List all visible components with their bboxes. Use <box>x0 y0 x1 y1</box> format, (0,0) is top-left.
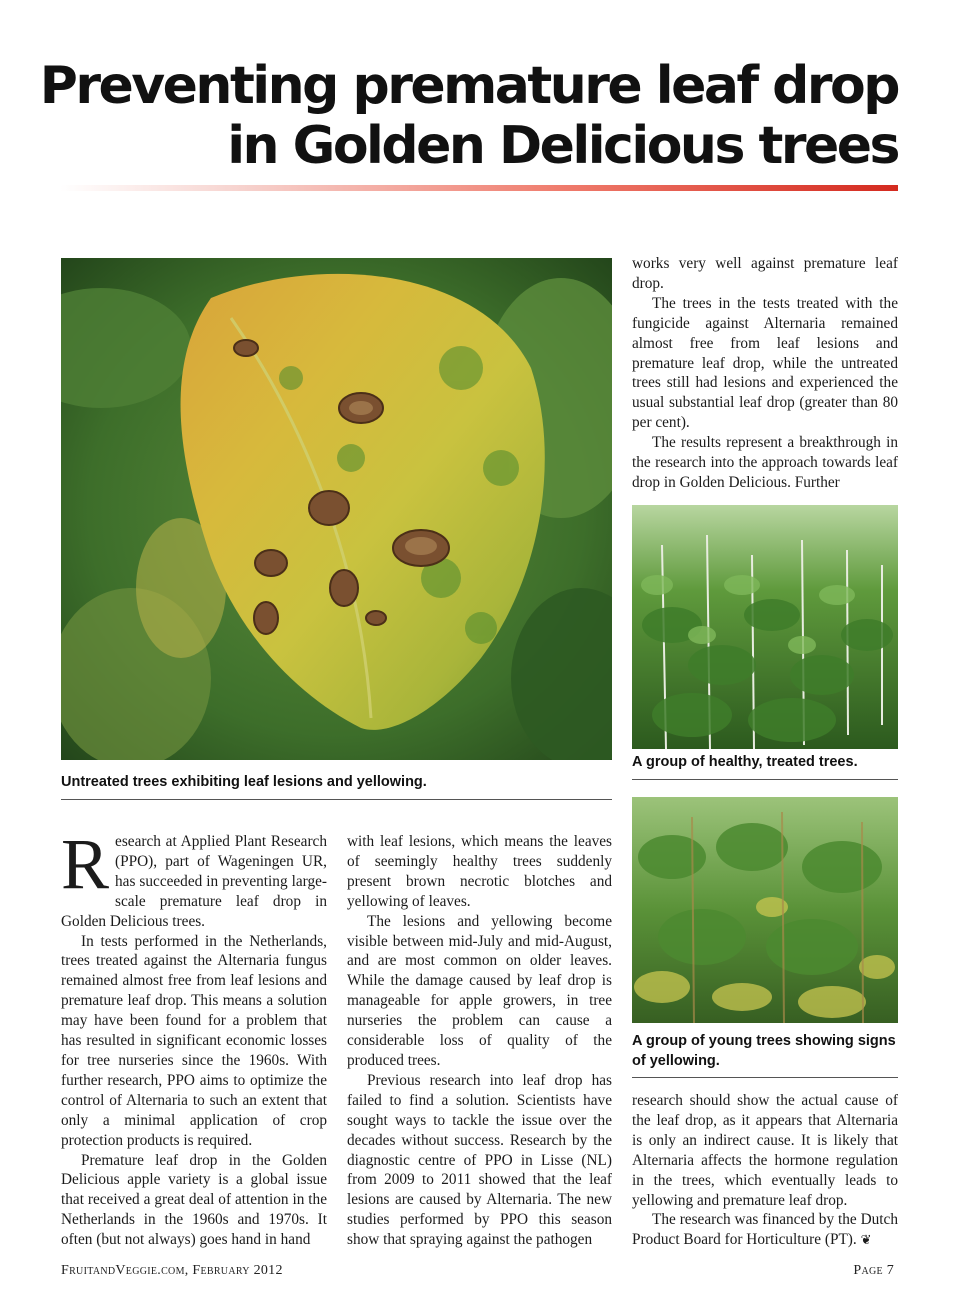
yellowing-trees-photo <box>632 797 898 1023</box>
footer-page-number: Page 7 <box>853 1263 894 1278</box>
leaf-caption-rule <box>61 799 612 800</box>
drop-cap: R <box>61 824 110 904</box>
leaf-lesion-photo <box>61 258 612 760</box>
yellowing-trees-illustration <box>632 797 898 1023</box>
footer-publication: FruitandVeggie.com, February 2012 <box>61 1263 283 1278</box>
title-line-1: Preventing premature leaf drop <box>39 56 898 116</box>
paragraph-7-start: The results represent a breakthrough in the research into the approach towards leaf drop in Golden Delicious. Further <box>632 434 898 491</box>
paragraph-8-text: The research was financed by the Dutch Product Board for Horticulture (PT). <box>632 1211 898 1249</box>
paragraph-6: The trees in the tests treated with the fungicide against Alternaria remained almost free from leaf lesions and premature leaf drop, while the untreated trees still had lesions and experienced the usual substantial leaf drop (greater than 80 per cent). <box>632 294 898 432</box>
leaf-photo-caption: Untreated trees exhibiting leaf lesions and yellowing. <box>61 774 427 790</box>
healthy-caption-rule <box>632 779 898 780</box>
leaf-illustration <box>61 258 612 760</box>
yellowing-caption-rule <box>632 1077 898 1078</box>
paragraph-2: In tests performed in the Netherlands, trees treated against the Alternaria fungus remained almost free from leaf lesions and premature leaf drop. This means a solution may have been found for a problem that has resulted in significant economic losses for tree nurseries since the 1960s. With further research, PPO aims to optimize the control of Alternaria to such an extent that only a minimal application of crop protection products is required. <box>61 932 327 1149</box>
paragraph-3-end: with leaf lesions, which means the leaves of seemingly healthy trees suddenly present brown necrotic blotches and yellowing of leaves. <box>347 833 612 910</box>
healthy-trees-illustration <box>632 505 898 749</box>
paragraph-5-end: works very well against premature leaf drop. <box>632 255 898 292</box>
title-underline <box>60 185 898 191</box>
paragraph-1-text: esearch at Applied Plant Research (PPO), part of Wageningen UR, has succeeded in preventing large-scale premature leaf drop in Golden Delicious trees. <box>61 833 327 930</box>
yellowing-trees-caption: A group of young trees showing signs of yellowing. <box>632 1033 896 1069</box>
paragraph-8 <box>632 1210 898 1251</box>
title-line-2: in Golden Delicious trees <box>227 116 898 176</box>
end-mark-icon: ❦ <box>860 1233 872 1249</box>
paragraph-3-start: Premature leaf drop in the Golden Delicious apple variety is a global issue that received a great deal of attention in the Netherlands in the 1960s and 1970s. It often (but not always) goes hand in hand <box>61 1151 327 1249</box>
healthy-trees-photo <box>632 505 898 749</box>
article-column-3-top <box>632 254 898 493</box>
article-column-1 <box>61 824 327 1250</box>
paragraph-4: The lesions and yellowing become visible between mid-July and mid-August, and are most common on older leaves. While the damage caused by leaf drop is manageable for apple growers, in tree nurseries the problem can cause a considerable loss of quality of the produced trees. <box>347 912 612 1069</box>
paragraph-5-start: Previous research into leaf drop has failed to find a solution. Scientists have sought ways to tackle the issue over the decades without success. Research by the diagnostic centre of PPO in Lisse (NL) from 2009 to 2011 showed that the leaf lesions are caused by Alternaria. The new studies performed by PPO this season show that spraying against the pathogen <box>347 1071 612 1249</box>
paragraph-7-end: research should show the actual cause of the leaf drop, as it appears that Alternaria is only an indirect cause. It is likely that Alternaria affects the hormone regulation in the trees, which eventually leads to yellowing and premature leaf drop. <box>632 1092 898 1209</box>
paragraph-intro <box>61 824 327 932</box>
article-column-2 <box>347 832 612 1250</box>
article-title <box>38 56 898 176</box>
article-column-3-bottom <box>632 1091 898 1251</box>
healthy-trees-caption: A group of healthy, treated trees. <box>632 754 858 770</box>
